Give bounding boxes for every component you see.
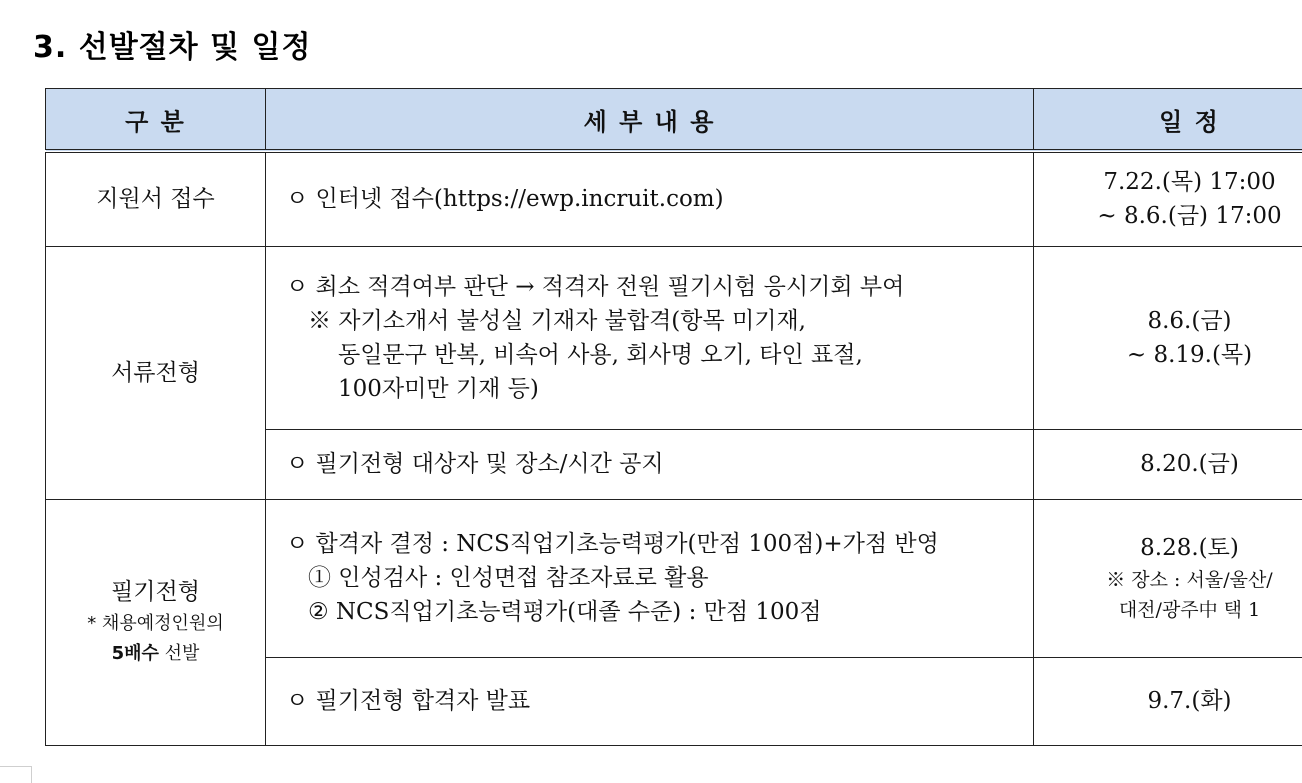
date-document-notice: 8.20.(금) (1034, 429, 1302, 499)
header-schedule: 일 정 (1034, 89, 1302, 152)
section-title: 3. 선발절차 및 일정 (33, 24, 311, 72)
date-application-line1: 7.22.(목) 17:00 (1034, 165, 1302, 199)
row-application (46, 151, 1302, 246)
date-document-line2: ~ 8.19.(목) (1034, 338, 1302, 372)
detail-document-notice: ㅇ 필기전형 대상자 및 장소/시간 공지 (266, 429, 1034, 499)
detail-application (266, 151, 1034, 246)
category-written (46, 499, 266, 745)
selection-schedule-table (45, 88, 1302, 746)
category-written-note: * 채용예정인원의 (46, 609, 265, 639)
detail-document (266, 246, 1034, 429)
category-written-note2 (46, 639, 265, 669)
detail-written-result: ㅇ 필기전형 합격자 발표 (266, 657, 1034, 745)
detail-written-line3: ② NCS직업기초능력평가(대졸 수준) : 만점 100점 (286, 595, 1033, 629)
date-written-result: 9.7.(화) (1034, 657, 1302, 745)
header-category: 구 분 (46, 89, 266, 152)
category-application: 지원서 접수 (46, 151, 266, 246)
detail-document-line4: 100자미만 기재 등) (286, 372, 1033, 406)
detail-document-line2: ※ 자기소개서 불성실 기재자 불합격(항목 미기재, (286, 304, 1033, 338)
page-corner-mark (0, 766, 32, 783)
row-document (46, 246, 1302, 429)
date-document-line1: 8.6.(금) (1034, 304, 1302, 338)
detail-written-line1: ㅇ 합격자 결정 : NCS직업기초능력평가(만점 100점)+가점 반영 (286, 527, 1033, 561)
category-written-note-rest: 선발 (159, 643, 200, 664)
detail-written-line2: ① 인성검사 : 인성면접 참조자료로 활용 (286, 561, 1033, 595)
date-document (1034, 246, 1302, 429)
date-written-note2: 대전/광주中 택 1 (1034, 595, 1302, 625)
date-written-line1: 8.28.(토) (1034, 531, 1302, 565)
header-row (46, 89, 1302, 152)
date-written (1034, 499, 1302, 657)
date-written-note1: ※ 장소 : 서울/울산/ (1034, 565, 1302, 595)
category-document: 서류전형 (46, 246, 266, 499)
header-details: 세 부 내 용 (266, 89, 1034, 152)
date-application-line2: ~ 8.6.(금) 17:00 (1034, 199, 1302, 233)
detail-document-line1: ㅇ 최소 적격여부 판단 → 적격자 전원 필기시험 응시기회 부여 (286, 270, 1033, 304)
category-written-label: 필기전형 (46, 575, 265, 609)
row-written (46, 499, 1302, 657)
detail-document-line3: 동일문구 반복, 비속어 사용, 회사명 오기, 타인 표절, (286, 338, 1033, 372)
detail-written (266, 499, 1034, 657)
detail-application-text: ㅇ 인터넷 접수(https://ewp.incruit.com) (286, 182, 1033, 216)
category-written-note-bold: 5배수 (112, 643, 159, 664)
date-application (1034, 151, 1302, 246)
